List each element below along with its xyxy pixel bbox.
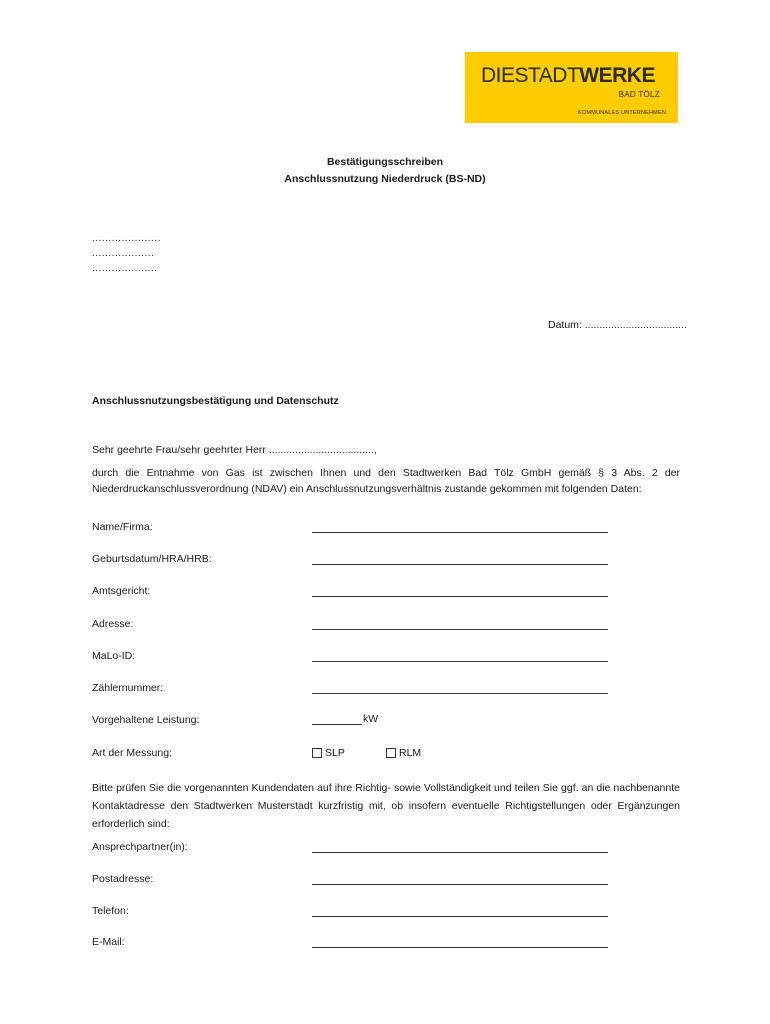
address-line-2: ................... <box>92 248 155 259</box>
input-line-email[interactable] <box>312 947 608 948</box>
company-logo <box>465 52 678 123</box>
logo-location: BAD TÖLZ <box>618 90 660 99</box>
label-address: Adresse: <box>92 618 134 630</box>
intro-paragraph: durch die Entnahme von Gas ist zwischen Ihnen und den Stadtwerken Bad Tölz GmbH gemäß § 3 Abs. 2 der Niederdruckanschlussverordnung (NDAV) ein Anschlussnutzungsverhältnis zustande gekommen mit folgenden Daten: <box>92 467 680 495</box>
label-birth: Geburtsdatum/HRA/HRB: <box>92 553 212 565</box>
label-postal: Postadresse: <box>92 873 154 885</box>
input-line-meter[interactable] <box>312 693 608 694</box>
label-name: Name/Firma: <box>92 521 153 533</box>
logo-part-2: WERKE <box>579 64 655 87</box>
label-meter: Zählernummer: <box>92 682 164 694</box>
option-rlm-label: RLM <box>399 747 422 759</box>
salutation: Sehr geehrte Frau/sehr geehrter Herr ...................................., <box>92 444 377 456</box>
power-unit: kW <box>363 713 379 725</box>
input-line-court[interactable] <box>312 596 608 597</box>
option-slp[interactable] <box>312 747 345 759</box>
label-power: Vorgehaltene Leistung: <box>92 714 200 726</box>
logo-part-1: DIESTADT <box>481 64 580 87</box>
document-subtitle: Anschlussnutzung Niederdruck (BS-ND) <box>284 173 486 185</box>
checkbox-rlm[interactable] <box>386 748 396 758</box>
input-line-birth[interactable] <box>312 564 608 565</box>
option-slp-label: SLP <box>325 747 345 759</box>
checkbox-slp[interactable] <box>312 748 322 758</box>
input-line-phone[interactable] <box>312 916 608 917</box>
input-line-malo[interactable] <box>312 661 608 662</box>
label-phone: Telefon: <box>92 905 129 917</box>
label-measure: Art der Messung: <box>92 747 172 759</box>
input-line-postal[interactable] <box>312 884 608 885</box>
input-line-address[interactable] <box>312 629 608 630</box>
label-malo: MaLo-ID: <box>92 650 136 662</box>
input-line-contact-person[interactable] <box>312 852 608 853</box>
logo-tagline: KOMMUNALES UNTERNEHMEN <box>578 110 666 116</box>
input-line-name[interactable] <box>312 532 608 533</box>
check-paragraph: Bitte prüfen Sie die vorgenannten Kundendaten auf ihre Richtig- sowie Vollständigkeit und teilen Sie ggf. an die nachbenannte Kontaktadresse den Stadtwerken Musterstadt kurzfristig mit, ob insofern eventuelle Richtigstellungen oder Ergänzungen erforderlich sind: <box>92 782 680 830</box>
label-court: Amtsgericht: <box>92 585 151 597</box>
address-line-3: .................... <box>92 263 158 274</box>
address-line-1: ..................... <box>92 233 161 244</box>
option-rlm[interactable] <box>386 747 421 759</box>
date-field: Datum: ................................... <box>548 319 687 331</box>
label-contact-person: Ansprechpartner(in): <box>92 841 188 853</box>
section-heading: Anschlussnutzungsbestätigung und Datenschutz <box>92 395 339 407</box>
input-line-power[interactable] <box>312 714 362 725</box>
power-field <box>312 713 378 725</box>
label-email: E-Mail: <box>92 936 125 948</box>
logo-wordmark <box>481 64 655 88</box>
document-title: Bestätigungsschreiben <box>326 156 444 168</box>
